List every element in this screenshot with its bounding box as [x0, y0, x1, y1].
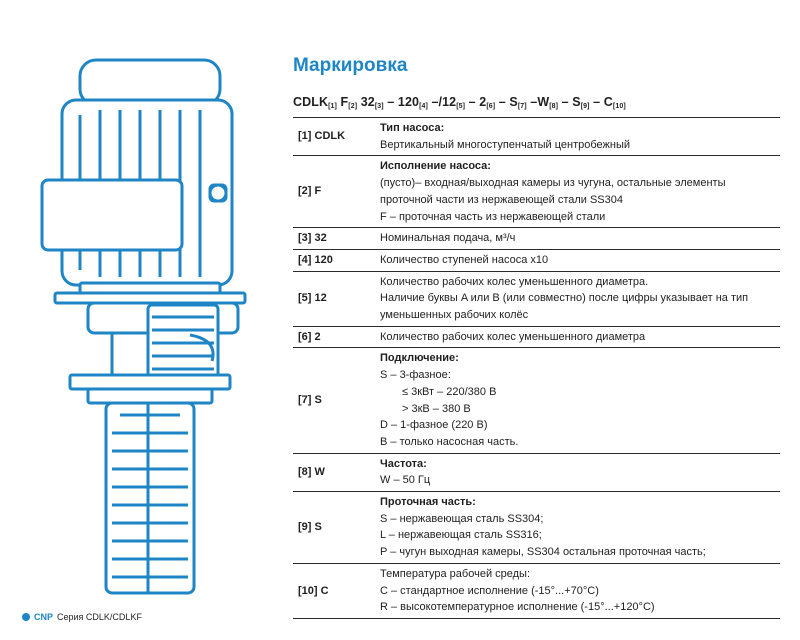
row-key: [6] 2 [298, 330, 321, 343]
code-part-index: [2] [348, 103, 358, 110]
code-part: –W [526, 95, 550, 109]
footer [22, 612, 142, 622]
row-line: Вертикальный многоступенчатый центробежный [380, 138, 631, 151]
code-part-index: [10] [612, 103, 626, 110]
code-part: 32 [357, 95, 375, 109]
code-part-index: [9] [580, 103, 590, 110]
row-line: Температура рабочей среды: [380, 567, 531, 580]
model-code [293, 95, 626, 110]
cnp-logo-icon [22, 613, 30, 621]
series-label: Серия CDLK/CDLKF [57, 612, 142, 622]
row-key: [5] 12 [298, 292, 327, 305]
code-part: – S [558, 95, 581, 109]
code-part-index: [7] [517, 103, 527, 110]
row-heading: Исполнение насоса: [380, 160, 491, 173]
row-key: [3] 32 [298, 232, 327, 245]
table-row [293, 228, 780, 250]
row-key: [8] W [298, 466, 325, 478]
row-line: Количество рабочих колес уменьшенного диаметра. [380, 275, 649, 288]
code-part-index: [3] [374, 103, 384, 110]
row-heading: Подключение: [380, 352, 459, 365]
row-heading: Частота: [380, 457, 427, 470]
row-description [374, 492, 780, 564]
row-heading: Проточная часть: [380, 496, 476, 509]
row-key: [9] S [298, 521, 322, 534]
marking-table [293, 117, 780, 619]
row-description [374, 249, 780, 271]
code-part-index: [5] [456, 103, 466, 110]
row-line: P – чугун выходная камеры, SS304 остальная проточная часть; [380, 546, 706, 559]
table-row [293, 271, 780, 326]
row-line: Номинальная подача, м³/ч [380, 232, 516, 245]
table-row [293, 118, 780, 156]
table-row [293, 563, 780, 618]
row-line: уменьшенных рабочих колёс [380, 309, 529, 322]
row-line: (пусто)– входная/выходная камеры из чугуна, остальные элементы [380, 177, 726, 190]
row-line: C – стандартное исполнение (-15°...+70°C) [380, 584, 599, 597]
code-part: F [336, 95, 349, 109]
row-description [374, 271, 780, 326]
row-line: Количество рабочих колес уменьшенного диаметра [380, 330, 646, 343]
row-line: S – 3-фазное: [380, 369, 451, 382]
table-row [293, 453, 780, 491]
row-key: [10] C [298, 584, 329, 597]
row-key: [4] 120 [298, 253, 333, 266]
row-line: S – нержавеющая сталь SS304; [380, 512, 544, 525]
code-part: – 120 [383, 95, 420, 109]
pump-illustration [40, 55, 290, 600]
code-part-index: [1] [328, 103, 337, 110]
code-part: – 2 [465, 95, 487, 109]
row-line: F – проточная часть из нержавеющей стали [380, 210, 606, 223]
row-line: R – высокотемпературное исполнение (-15°...+120°C) [380, 601, 655, 614]
table-row [293, 249, 780, 271]
code-part: – S [495, 95, 518, 109]
row-line: проточной части из нержавеющей стали SS304 [380, 193, 623, 206]
table-row [293, 348, 780, 453]
table-row [293, 156, 780, 228]
row-key: [2] F [298, 185, 322, 198]
row-line: W – 50 Гц [380, 474, 431, 487]
page-title: Маркировка [293, 55, 408, 76]
row-line: > 3кВ – 380 В [402, 402, 471, 415]
table-row [293, 326, 780, 348]
table-row [293, 492, 780, 564]
code-part: – C [589, 95, 613, 109]
code-part-index: [4] [419, 103, 428, 110]
row-description [374, 326, 780, 348]
row-line: Количество ступеней насоса х10 [380, 253, 549, 266]
row-line: B – только насосная часть. [380, 435, 519, 448]
brand-logo: CNP [34, 612, 54, 622]
row-line: D – 1-фазное (220 В) [380, 419, 488, 432]
code-part-index: [8] [549, 103, 559, 110]
row-description [374, 453, 780, 491]
row-key: [1] CDLK [298, 130, 346, 143]
code-part-index: [6] [486, 103, 496, 110]
row-description [374, 156, 780, 228]
row-description [374, 563, 780, 618]
row-line: ≤ 3кВт – 220/380 В [402, 385, 497, 398]
row-description [374, 118, 780, 156]
row-heading: Тип насоса: [380, 122, 445, 134]
row-description [374, 348, 780, 453]
row-line: Наличие буквы A или B (или совместно) после цифры указывает на тип [380, 292, 749, 305]
row-key: [7] S [298, 394, 322, 407]
code-part: CDLK [293, 95, 329, 109]
row-line: L – нержавеющая сталь SS316; [380, 529, 542, 542]
code-part: –/12 [427, 95, 457, 109]
row-description [374, 228, 780, 250]
